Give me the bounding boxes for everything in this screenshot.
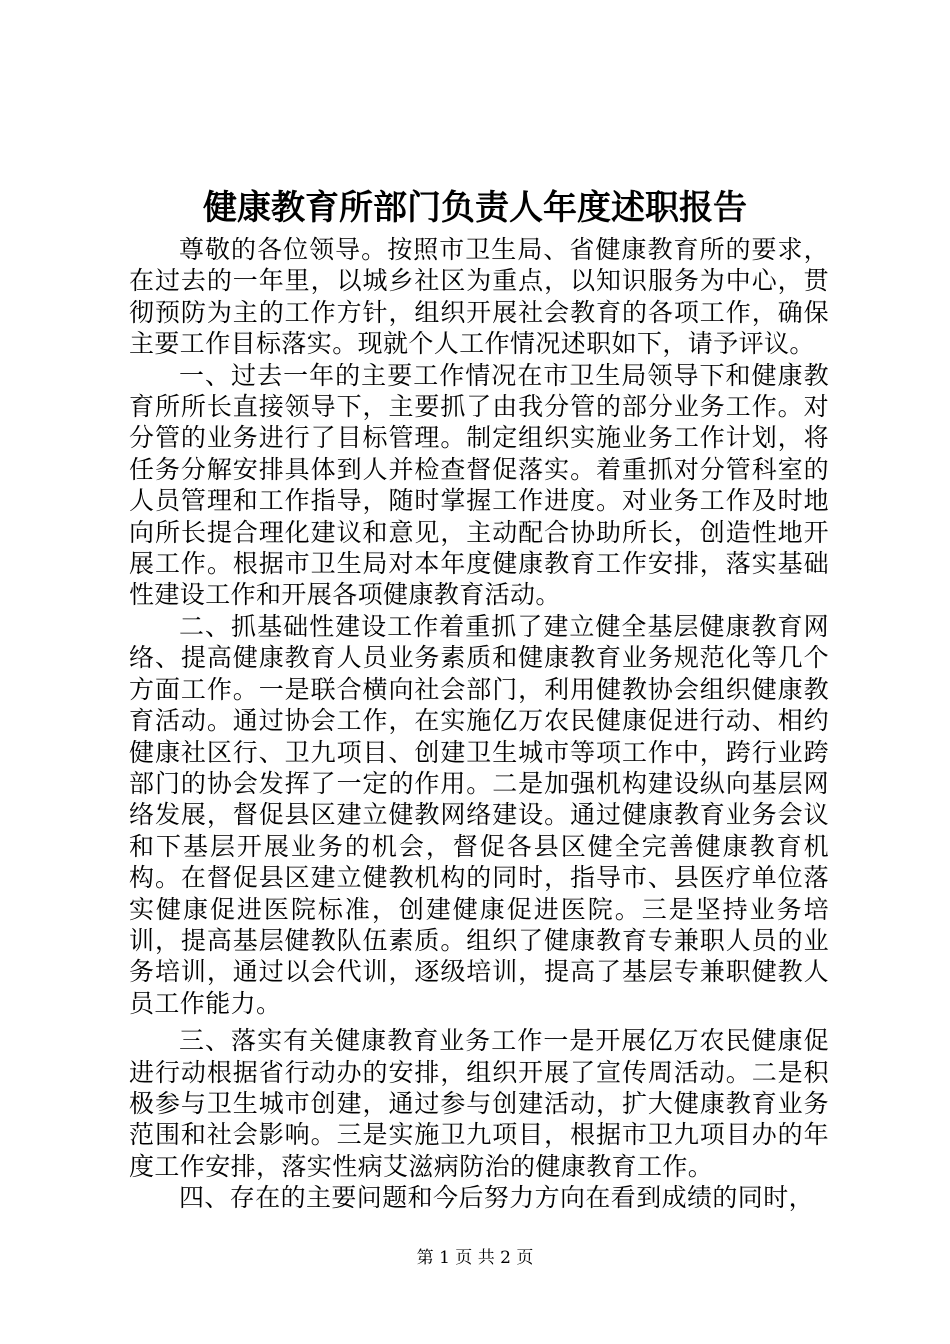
paragraph-section-2: 二、抓基础性建设工作着重抓了建立健全基层健康教育网络、提高健康教育人员业务素质和健康教育业务规范化等几个方面工作。一是联合横向社会部门，利用健教协会组织健康教育活动。通过协会工作，在实施亿万农民健康促进行动、相约健康社区行、卫九项目、创建卫生城市等项工作中，跨行业跨部门的协会发挥了一定的作用。二是加强机构建设纵向基层网络发展，督促县区建立健教网络建设。通过健康教育业务会议和下基层开展业务的机会，督促各县区健全完善健康教育机构。在督促县区建立健教机构的同时，指导市、县医疗单位落实健康促进医院标准，创建健康促进医院。三是坚持业务培训，提高基层健教队伍素质。组织了健康教育专兼职人员的业务培训，通过以会代训，逐级培训，提高了基层专兼职健教人员工作能力。 xyxy=(129,611,829,1018)
paragraph-section-3: 三、落实有关健康教育业务工作一是开展亿万农民健康促进行动根据省行动办的安排，组织开展了宣传周活动。二是积极参与卫生城市创建，通过参与创建活动，扩大健康教育业务范围和社会影响。三是实施卫九项目，根据市卫九项目办的年度工作安排，落实性病艾滋病防治的健康教育工作。 xyxy=(129,1026,829,1181)
page-number-footer: 第 1 页 共 2 页 xyxy=(416,1248,534,1268)
paragraph-section-4: 四、存在的主要问题和今后努力方向在看到成绩的同时， xyxy=(179,1183,815,1213)
paragraph-section-1: 一、过去一年的主要工作情况在市卫生局领导下和健康教育所所长直接领导下，主要抓了由我分管的部分业务工作。对分管的业务进行了目标管理。制定组织实施业务工作计划，将任务分解安排具体到人并检查督促落实。着重抓对分管科室的人员管理和工作指导，随时掌握工作进度。对业务工作及时地向所长提合理化建议和意见，主动配合协助所长，创造性地开展工作。根据市卫生局对本年度健康教育工作安排，落实基础性建设工作和开展各项健康教育活动。 xyxy=(129,360,829,610)
paragraph-intro: 尊敬的各位领导。按照市卫生局、省健康教育所的要求，在过去的一年里，以城乡社区为重点，以知识服务为中心，贯彻预防为主的工作方针，组织开展社会教育的各项工作，确保主要工作目标落实。现就个人工作情况述职如下，请予评议。 xyxy=(129,235,829,359)
document-body xyxy=(129,234,829,1214)
document-title: 健康教育所部门负责人年度述职报告 xyxy=(203,188,747,228)
